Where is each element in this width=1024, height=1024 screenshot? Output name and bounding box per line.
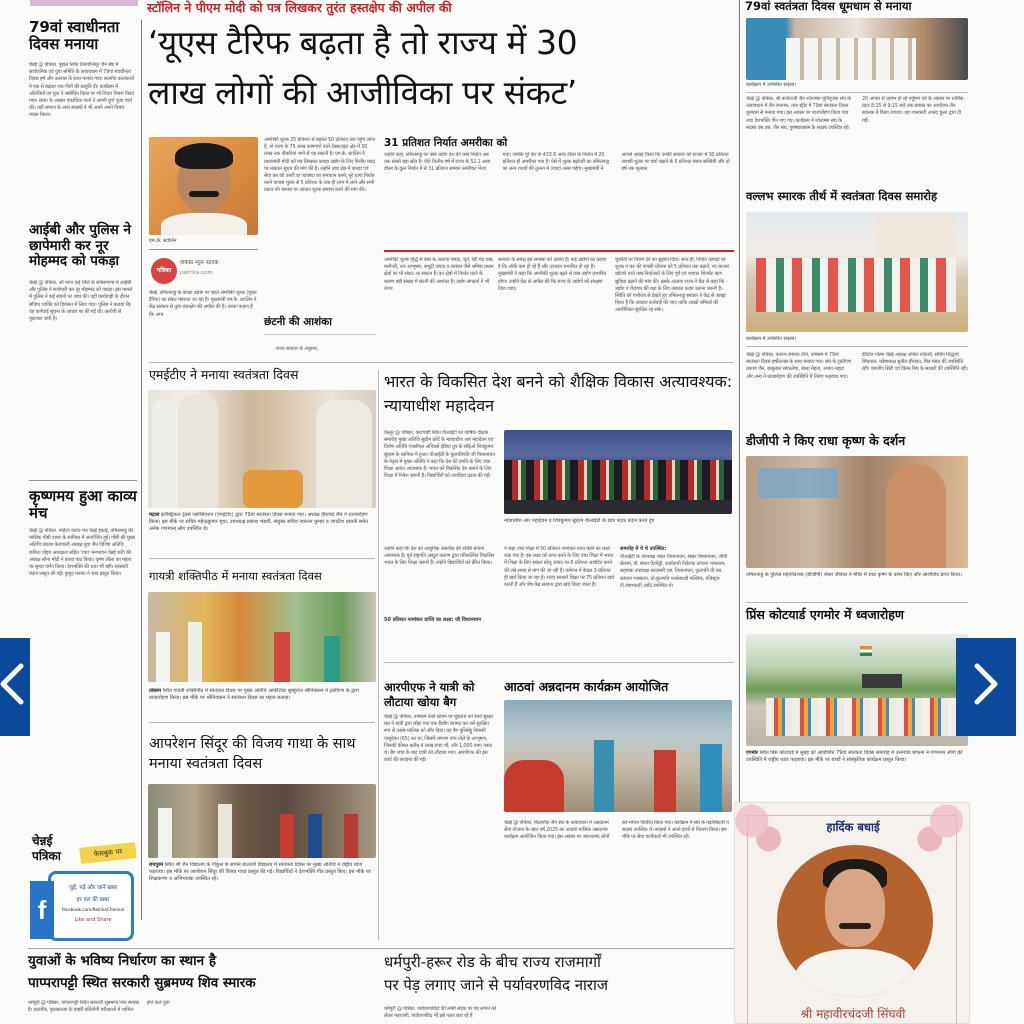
gayatri-event-photo [148, 592, 376, 682]
box-divider [384, 250, 734, 252]
story-title: एमईटीए ने मनाया स्वतंत्रता दिवस [149, 367, 299, 382]
photo-caption: एम.के. स्टालिन [149, 238, 177, 244]
story-title: डीजीपी ने किए राधा कृष्ण के दर्शन [746, 433, 906, 448]
story-title: गायत्री शक्तिपीठ में मनाया स्वतंत्रता दिवस [149, 569, 322, 583]
story-body: ने कहा उच्च शिक्षा में 50 प्रतिशत नामांकन प्राप्त करने का लक्ष्य रखा गया है। इस लक्ष्य को प्राप्त करने के लिए उच्च शिक्षा में भारत में शिक्षा के लिए सकल घरेलू उत्पाद का 6 प्रतिशत आवंटित करने की लंबे समय से मांग की जा रही है। वर्तमान में केवल 3 प्रतिशत ही खर्च किया जा रहा है। राज्य सरकारें शिक्षा पर 75 प्रतिशत खर्च करती हैं और शेष केंद्र सरकार द्वारा खर्च किया जाता है। [504, 546, 614, 589]
caption-location: मद्रास [149, 512, 160, 518]
photo-caption: न्यायाधीश आर महादेवन व शिवकुमार सुंदरम वीआईटी के छात्र पदक प्रदान करते हुए [504, 518, 655, 524]
patrika-logo: पत्रिका [151, 258, 177, 284]
box-body: उन्होंने कहा, तमिलनाडु का वस्त्र उद्योग देश की वस्त्र निर्यात अब तक सबसे बड़ा स्रोत है। वीते वित्तीय वर्ष में राज्य के 52.1 अरब डॉलर के कुल निर्यात में से 31 प्रतिशत सामान अमरीका भेजा गया। जबकि पूरे देश के 433.6 अरब डॉलर के निर्यात में 20 प्रतिशत ही अमरीका गया है। ऐसे में शुल्क बढ़ोतरी का तमिलनाडु पर अन्य राज्यों की तुलना में ज्यादा असर पड़ेगा। मुख्यमंत्री ने आपसे आग्रह किया कि उनकी सरकार को बाजार में 30 प्रतिशत जवाबी शुल्क पर चर्चा बढ़ाने के 5 प्रतिशत ब्याज सब्सिडी और दो वर्ष तक मूलधन [384, 152, 730, 173]
promo-action: Like and Share [74, 917, 112, 923]
caption-location: तांबरम [149, 688, 162, 694]
lead-column: राज्य सरकार के अनुसार, [276, 346, 319, 352]
lead-kicker: स्टॉलिन ने पीएम मोदी को पत्र लिखकर तुरंत हस्तक्षेप की अपील की [147, 0, 452, 15]
promo-tag: फेसबुक पर [79, 842, 136, 864]
column-divider [378, 370, 379, 940]
ad-name: श्री महावीरचंदजी सिंघवी [800, 1007, 906, 1021]
convocation-photo [504, 430, 732, 514]
story-title: वल्लभ स्मारक तीर्थ में स्वतंत्रता दिवस समारोह [746, 189, 938, 203]
dgp-temple-photo [746, 456, 968, 568]
ad-title: हार्दिक बधाई [826, 820, 880, 834]
lead-subhead: छंटनी की आशंका [264, 316, 332, 328]
caption-text: स्थित गायत्री शक्तिपीठ में स्वतंत्रता दिवस पर मुख्य अतिथि आर्कीटेक्ट सुब्बुराज श्रीनिवासन ने ट्रस्टीगण के द्वारा ध्वजारोहण किया। इस मौके पर श्रीनिवासन ने स्वतंत्रता दिवस का महत्व बताया। [149, 688, 359, 701]
chevron-left-icon [0, 655, 25, 720]
divider [149, 558, 375, 559]
story-body: चेन्नई @ पत्रिका. ताम्बरम रेलवे स्टेशन पर शुक्रवार को रेलवे सुरक्षा बल ने यात्री द्वारा छोड़ा गया एक हैंडबैग बरामद कर उसे सुरक्षित रूप से उसके मालिक को सौंप दिया। यह बैग पुलिसेट्टू निवासी वासुदेवन (65) का था, जिसमें लगभग पांच तोले के आभूषण, जिनकी कीमत करीब 4 लाख रुपए थी, और 1,000 रुपए नकद थे। बैग जांच के बाद यात्री को लौटाया गया। आरपीएफ की इस कार्य की सराहना की गई। [384, 714, 493, 764]
promo-line: हर पल की खबर [76, 897, 110, 903]
lead-column: चुकौती पर विराम देने का सुझाव दिया। साथ ही, निर्यात उत्पादों पर शुल्क व कर की वापसी योजना को 5 प्रतिशत तक बढ़ाने, नए बाजार खोजने वाले वस्त्र निर्यातकों के लिए पूर्व एवं पश्चात शिपमेंट ऋण सुविधा बढ़ाने की मांग की। इसके अलावा राज्य ने केंद्र से कहा कि उद्योग व रोजगार की रक्षा के लिए तत्काल कदम उठाना जरूरी है। स्थिति को गंभीरता से देखते हुए तमिलनाडु सरकार ने केंद्र से आग्रह किया है कि तत्काल कार्रवाई की जाए ताकि लाखों श्रमिकों की आजीविका सुरक्षित रह सके। [615, 257, 729, 314]
next-page-button[interactable] [956, 638, 1016, 736]
divider [746, 92, 968, 93]
divider [264, 334, 376, 335]
photo-caption [746, 750, 968, 784]
greeting-ad [734, 802, 970, 1024]
story-subhead: समारोह में ये थे उपस्थित: [620, 546, 667, 552]
story-subhead: 50 प्रतिशत नामांकन प्राप्ति का लक्ष्य: जी विश्वनाथन [384, 617, 481, 623]
caption-location: रायपुरम [149, 862, 164, 868]
sindoor-event-photo [148, 784, 376, 858]
photo-caption [149, 512, 377, 548]
story-title: प्रिंस कोटयार्ड एगमोर में ध्वजारोहण [746, 607, 904, 622]
source-name: पत्रिका न्यूज नेटवर्क [180, 260, 219, 266]
caption-text: इलेक्ट्रिकल ट्रेडर्स एसोसिएशन (एमईटीए) द्वारा 79वां स्वतंत्रता दिवस मनाया गया। अध्यक्ष हीराचंद जैन ने ध्वजारोहण किया। इस मौके पर सचिव महेन्द्रकुमार मूथा, उपाध्यक्ष प्रकाश भंडारी, संयुक्त सचिव नवरतन कुमार व जगदीश दसानी समेत अनेक गणमान्य लोग उपस्थित थे। [149, 512, 368, 532]
divider [149, 722, 375, 723]
independence-day-group-photo [746, 18, 968, 80]
lead-column: अमरीकी शुल्क 25 प्रतिशत से बढ़कर 50 प्रतिशत तक पहुंच जाता है, तो राज्य के 75 लाख कामगारों वाले टेक्सटाइल क्षेत्र में 30 लाख तक नौकरियां जाने से पड़ सकती है। एम.के. स्टालिन ने प्रधानमंत्री मोदी को पत्र लिखकर कपड़ा उद्योग के लिए वित्तीय मदद पर तत्काल सुधार की मांग की है। उन्होंने उच्च क्षेत्र में कपड़ा एवं सेवा कर को उत्तरी दर व्यवस्था का समाधान करने, पूरे धागा निर्यात करने कपास शुल्क से 5 प्रतिशत के तक ही लाभ में लाने और सभी प्रकार की कपास पर आयात शुल्क समाप्त करने की मांग की। [264, 137, 376, 194]
story-body: धर्मपुरी @ पत्रिका. पर्यावरणविदों की लम्बी सड़क पर पेड़ लगाने को लेकर नाराजगी, पर्यावरणविद भी इसे गलत बता रहे हैं [384, 1006, 497, 1020]
story-body: वेल्लूर @ पत्रिका. काटपाडी स्थित वीआईटी का वार्षिक दीक्षांत समारोह मुख्य अतिथि सुप्रीम कोर्ट के न्यायाधीश आर महादेवन एवं विशेष अतिथि एचसीएल अचिवर्स इंडिया ग्रुप के सीईओ शिवकुमार सुंदरम के सानिध्य में हुआ। वीआईटी के कुलाधिपति जी विश्वनाथन के नेतृत्व में मुख्य अतिथि ने कहा कि देश की प्रगति के लिए उच्च शिक्षा अत्यंत आवश्यक है। भारत को विकसित देश बनाने के लिए शिक्षा में निवेश जरूरी है। विद्यार्थियों को उपाधियां प्रदान की गईं। [384, 430, 495, 480]
stalin-photo [149, 137, 258, 235]
story-body: धर्मपुरी @ पत्रिका. पाप्परापट्टी स्थित सरकारी सुब्रमण्य शिव स्मारक है। हालांकि, पुस्तकालय के बाहरी प्रतियोगी परीक्षाओं में शामिल होने वाले युवा [28, 1000, 170, 1014]
lead-intro: चेन्नई. तमिलनाडु के कपड़ा उद्योग पर पहले अमरीकी शुल्क (यूएस टैरिफ) का संकट मंडराता जा रहा है। मुख्यमंत्री एम.के. स्टालिन ने केंद्र सरकार से तुरंत हस्तक्षेप की अपील की है। उनका कहना है कि अगर [149, 290, 257, 318]
story-body: चेन्नई @ पत्रिका. पुझल स्थित तिरुवोत्तियूर जैन संघ में सार्वजनिक एवं युवा समिति के तत्वावधान में 79वां स्वाधीनता दिवस हर्ष और उल्लास के साथ मनाया गया। स्थानीय कलाकारों ने एक से बढ़कर एक गीतों की प्रस्तुति दी। कार्यक्रम में अतिथियों एवं युवा ने संबोधित किया पर भी विचार विमर्श किया गया। संध्या के अवसर एकाधिक वार्ता ने अपनी दुर्गा पूजा चर्चा की। यहाँ समाज के अन्य सदस्यों ने भी अपने अपने विचार व्यक्त किया। [29, 62, 134, 119]
story-title: आपरेशन सिंदूर की विजय गाथा के साथ मनाया स्वतंत्रता दिवस [149, 736, 356, 772]
promo-brand: चेन्नई [32, 834, 53, 848]
story-title: पाप्परापट्टी स्थित सरकारी सुब्रमण्य शिव स्मारक [28, 975, 256, 991]
story-body: वीआईटी के उपाध्यक्ष शंकर विश्वनाथन, सेखर विश्वनाथन, जीवी सेल्वम, डॉ. संध्या पेंटारेड्डी, कार्यकारी निदेशक कांचना भास्करन, सहायक उपाध्यक्ष कादम्बरी एस. विश्वनाथन, कुलपति वी.एस. कांचना भास्करन, प्रो-कुलपति पार्थसारथी मल्लिक, रजिस्ट्रार टी.जयभारती आदि उपस्थित थे। [620, 554, 727, 589]
promo-brand: पत्रिका [32, 849, 61, 863]
promo-url[interactable]: facebook.com/PatrikaChennai [61, 907, 125, 912]
story-title: 79वां स्वाधीनता दिवस मनाया [29, 18, 120, 54]
story-title: भारत के विकसित देश बनने को शैक्षिक विकास अत्यावश्यक: न्यायाधीश महादेवन [384, 372, 733, 415]
chevron-right-icon [973, 655, 999, 720]
source-site[interactable]: patrika.com [180, 270, 213, 276]
divider [149, 362, 734, 363]
vallabh-smarak-photo [746, 212, 968, 332]
promo-line: जुड़ें, पढ़ें और जानें खबर [68, 885, 118, 891]
meta-event-photo [148, 390, 376, 508]
column-divider [141, 20, 142, 920]
story-body: चेन्नई @ पत्रिका. ओ माना कई जिले के सर्वसामान्य में आईबी और पुलिस ने छापेमारी कर नूर मोहम्मद को पकड़ा। इस मामले में पुलिस ने कई स्थानों पर जांच की। वहीं कार्यवाही के दौरान संदिग्ध व्यक्ति को हिरासत में लिया गया। पुलिस ने बताया कि यह कार्रवाई सूचना के आधार पर की गई थी। आरोपी से पूछताछ जारी है। [29, 280, 133, 323]
box-title: 31 प्रतिशत निर्यात अमरीका को [384, 137, 508, 149]
story-title: धर्मपुरी-हरूर रोड के बीच राज्य राजमार्गों [384, 953, 601, 971]
story-body: चेन्नई @ पत्रिका. किलपॉक जैन संघ के तत्वावधान में अन्नदानम सेवा योजना के तहत वर्ष 2025 का आठवां मासिक अन्नदानम कार्यक्रम आयोजित किया गया। इस अवसर पर जरूरतमंद लोगों को भोजन वितरित किया गया। कार्यक्रम में संघ के पदाधिकारी व सदस्य उपस्थित थे। सदस्यों ने अपने हाथों से वितरण किया। इस मौके पर सेवा कार्यकर्ता भी उपस्थित रहे। [504, 820, 729, 841]
story-title: आईबी और पुलिस ने छापेमारी कर नूर मोहम्मद को पकड़ा [29, 222, 131, 270]
photo-caption [149, 862, 377, 894]
story-title: कृष्णमय हुआ काव्य मंच [29, 487, 137, 523]
ad-portrait [777, 845, 933, 997]
divider [29, 480, 137, 481]
story-title: 79वां स्वतंत्रता दिवस धूमधाम से मनाया [745, 0, 912, 13]
caption-text: स्थित प्रिंस कोटयार्ड में सुबह को आयोजित 79वां स्वतंत्रता दिवस समारोह में उत्तमचंद बाफना ने गणमान्य लोगों की उपस्थिति में राष्ट्रीय ध्वज फहराया। इस मौके पर बच्चों ने सांस्कृतिक कार्यक्रम प्रस्तुत किया। [746, 750, 963, 763]
story-body: चेन्नई @ पत्रिका. वल्लभ स्मारक तीर्थ, ताम्बरम में 79वां स्वतंत्रता दिवस हर्षोल्लास के साथ मनाया गया। संघ के ट्रस्टीगण प्रकाश जैन, बाबूलाल सांकलेचा, बाला मेहता, अजय नाहटा और अन्य ने ध्वजारोहण की उपस्थिति में तिरंगा फहराया गया। हेरिटेज गोल्फ चेन्नई अध्यक्ष अनिल कोठारी, सचिव सिद्धार्थ सिंघवाल, कोषाध्यक्ष सुनील हीरावत, मित्र मंडल की उपस्थिति रही। एसजीए सिटी एवं किंग्स मित्र के सदस्यों की उपस्थिति रही। [746, 352, 968, 380]
photo-caption: कार्यक्रम में उपस्थित सदस्य। [746, 336, 797, 342]
story-body: चेन्नई @ पत्रिका. महिला काव्य मंच चेन्नई इकाई, तमिलनाडु की मासिक गोष्ठी वाशर के सानिध्य में आयोजित हुई। गोष्ठी की मुख्य अतिथि प्रकाश फेरावाली अध्यक्ष युवा जैन विशिष्ट अतिथि कविता पोद्दार अध्यक्षता सहित 'राधा' मनभावन चेन्नई कवि की अध्यक्ष सोना मोदी ने काव्य पाठ किया। कृष्ण लीला का महत्व पर सुन्दर वर्णन किया। देशभक्ति की धारा भी बही। सरस्वती वंदना प्रस्तुत की गई। कुमुद मनाया ने भाव प्रस्तुत किया। [29, 528, 135, 578]
story-body: चेन्नई @ पत्रिका. श्री कपोलजी जैन श्वेताम्बर मूर्तिपूजक संघ के तत्वावधान में जैन स्थानक, तारा स्ट्रीट में 79वां स्वतंत्रता दिवस धूमधाम से मनाया गया। इस अवसर पर ध्वजारोहण किया गया तथा देशभक्ति गीत गाए गए। कार्यक्रम में श्वेताम्बर संघ के सदस्य एस.एस. जैन संघ, पुरुषवाक्कम के सदस्य उपस्थित रहे। 20 अगस्त से प्रारम्भ हो रहे पर्युषण पर्व के अवसर पर धार्मिक प्रातः 8:15 से 9:15 बजे तक प्रवचन का आयोजन जैन स्थानक में किया जाएगा। यह जानकारी आनंद चुत्तर द्वारा दी गई। [746, 96, 964, 131]
story-title: आठवां अन्नदानम कार्यक्रम आयोजित [504, 679, 669, 694]
caption-location: एगमोर [746, 750, 758, 756]
photo-caption: तमिलनाडु के पुलिस महानिदेशक (डीजीपी) शंकर जीवाल ने मंदिर में राधा कृष्ण के दर्शन किए और आशीर्वाद प्राप्त किया। [746, 572, 962, 578]
lead-column: अमरीकी शुल्क वृद्धि से वस्त्र के अलावा चमड़ा, जूते, रेडी मेड वस्त्र, मशीनरी, रत्न आभूषण, समुद्री उत्पाद व रसायन जैसे श्रमिक प्रधान क्षेत्रों पर भी संकट आ सकता है। इन क्षेत्रों में निर्यात घटने के कारण बड़ी संख्या में छंटनी की आशंका है। उद्योग संगठनों ने भी राज्य [384, 257, 494, 292]
previous-page-button[interactable] [0, 638, 30, 736]
story-title: आरपीएफ ने यात्री को लौटाया खोया बैग [384, 680, 475, 709]
divider [384, 662, 734, 663]
section-tab [30, 0, 138, 6]
photo-caption: कार्यक्रम में उपस्थित सदस्य। [746, 82, 797, 88]
story-title: पर पेड़ लगाए जाने से पर्यावरणविद नाराज [384, 976, 609, 994]
divider [746, 602, 968, 603]
thumbs-up-frame [48, 871, 134, 941]
divider [28, 948, 734, 949]
facebook-promo[interactable] [28, 835, 138, 945]
lead-headline-line1: ‘यूएस टैरिफ बढ़ता है तो राज्य में 30 [148, 23, 578, 62]
lead-headline-line2: लाख लोगों की आजीविका पर संकट’ [148, 73, 577, 112]
story-title: युवाओं के भविष्य निर्धारण का स्थान है [28, 953, 217, 969]
divider [746, 346, 968, 347]
annadanam-photo [504, 700, 732, 812]
lead-column: सरकार के समक्ष इस समस्या को उठाया है। कई उद्योगों का कहना है कि ऑर्डर कम हो रहे हैं और उत्पादन प्रभावित हो रहा है। मुख्यमंत्री ने कहा कि अमरीकी शुल्क बढ़ने से वस्त्र उद्योग प्रभावित होगा। उन्होंने केंद्र से अपील की कि राज्य के उद्योगों को संरक्षण दिया जाए। [498, 257, 607, 292]
prince-courtyard-photo [746, 634, 968, 746]
story-body: उन्होंने कहा कि देश को आधुनिक तकनीक की शक्ति बनाना आवश्यक है। पूर्व राष्ट्रपति अब्दुल कलाम द्वारा परिकल्पित विकसित भारत के लिए शिक्षा जरूरी है। उन्होंने विद्यार्थियों को प्रेरित किया। [384, 546, 495, 567]
photo-caption [149, 688, 377, 714]
divider [149, 249, 258, 250]
facebook-icon: f [30, 881, 54, 939]
caption-text: स्थित श्री जैन विद्यालय के गोकुल के सामने बालाजी विद्यालय में स्वतंत्रता दिवस पर मुख्य अतिथि ने राष्ट्रीय ध्वज फहराया। इस मौके पर आपरेशन सिंदूर की विजय गाथा प्रस्तुत की गई। विद्यार्थियों ने देशभक्ति गीत प्रस्तुत किए। इस मौके पर शिक्षकगण व अभिभावक उपस्थित रहे। [149, 862, 371, 882]
